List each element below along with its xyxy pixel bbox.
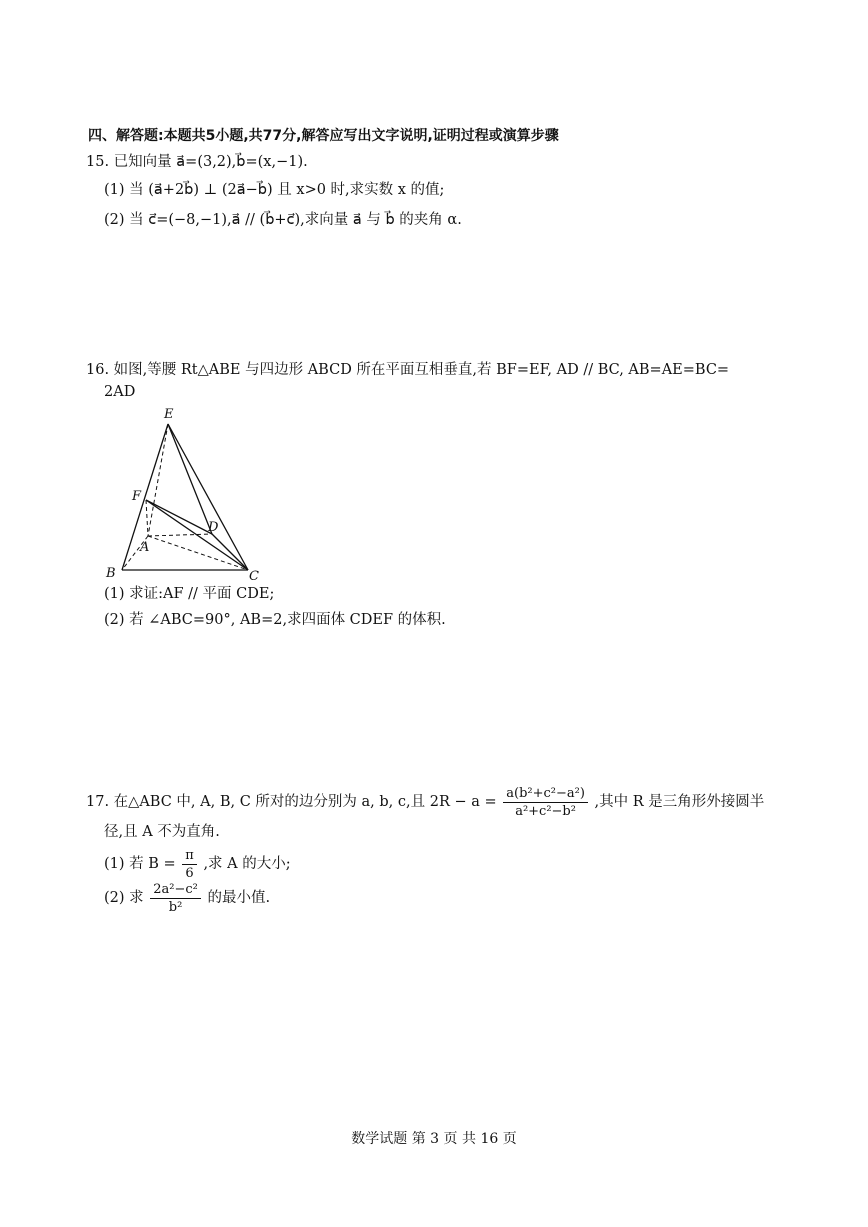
q17-part1 (104, 846, 291, 882)
q16-stem-line1: 16. 如图,等腰 Rt△ABE 与四边形 ABCD 所在平面互相垂直,若 BF=EF, AD // BC, AB=AE=BC= (86, 362, 730, 378)
edge-AC (148, 536, 248, 570)
q17-fraction (503, 785, 588, 820)
geometry-figure (100, 400, 270, 590)
edge-FA (146, 500, 148, 536)
q17-frac-den: a²+c²−b² (515, 803, 576, 819)
q17-part2 (104, 880, 270, 916)
page-footer: 数学试题 第 3 页 共 16 页 (351, 1131, 517, 1147)
q17-stem-post: ,其中 R 是三角形外接圆半 (594, 794, 765, 810)
q17-part2-num: 2a²−c² (150, 881, 201, 899)
q15-stem: 15. 已知向量 a⃗=(3,2),b⃗=(x,−1). (86, 154, 308, 170)
label-F: F (132, 489, 142, 504)
q16-part2: (2) 若 ∠ABC=90°, AB=2,求四面体 CDEF 的体积. (104, 612, 446, 628)
label-A: A (140, 540, 150, 555)
edge-EC (168, 424, 248, 570)
q17-part2-pre: (2) 求 (104, 890, 144, 906)
label-C: C (249, 569, 259, 584)
label-B: B (106, 566, 116, 581)
q17-part1-pre: (1) 若 B = (104, 856, 176, 872)
q17-part1-den: 6 (185, 865, 194, 881)
q17-part2-post: 的最小值. (207, 890, 271, 906)
edge-FD (146, 500, 212, 534)
section-heading: 四、解答题:本题共5小题,共77分,解答应写出文字说明,证明过程或演算步骤 (88, 128, 559, 144)
edge-DC (212, 534, 248, 570)
edge-AD (148, 534, 212, 536)
q17-stem-pre: 17. 在△ABC 中, A, B, C 所对的边分别为 a, b, c,且 2R − a = (86, 794, 497, 810)
q17-part1-fraction (182, 847, 197, 882)
q15-part2: (2) 当 c⃗=(−8,−1),a⃗ // (b⃗+c⃗),求向量 a⃗ 与 b⃗ 的夹角 α. (104, 212, 462, 228)
edge-ED (168, 424, 212, 534)
q17-frac-num: a(b²+c²−a²) (503, 785, 588, 803)
q17-part2-den: b² (168, 899, 183, 915)
q17-part1-num: π (182, 847, 197, 865)
q15-part1: (1) 当 (a⃗+2b⃗) ⊥ (2a⃗−b⃗) 且 x>0 时,求实数 x 的值; (104, 182, 445, 198)
label-E: E (164, 407, 174, 422)
q16-part1: (1) 求证:AF // 平面 CDE; (104, 586, 275, 602)
q17-part2-fraction (150, 881, 201, 916)
edge-FC (146, 500, 248, 570)
q17-part1-post: ,求 A 的大小; (203, 856, 291, 872)
q17-stem-line1 (86, 782, 764, 822)
q17-stem-line2: 径,且 A 不为直角. (104, 824, 220, 840)
q16-stem-line2: 2AD (104, 384, 136, 400)
label-D: D (208, 520, 219, 535)
